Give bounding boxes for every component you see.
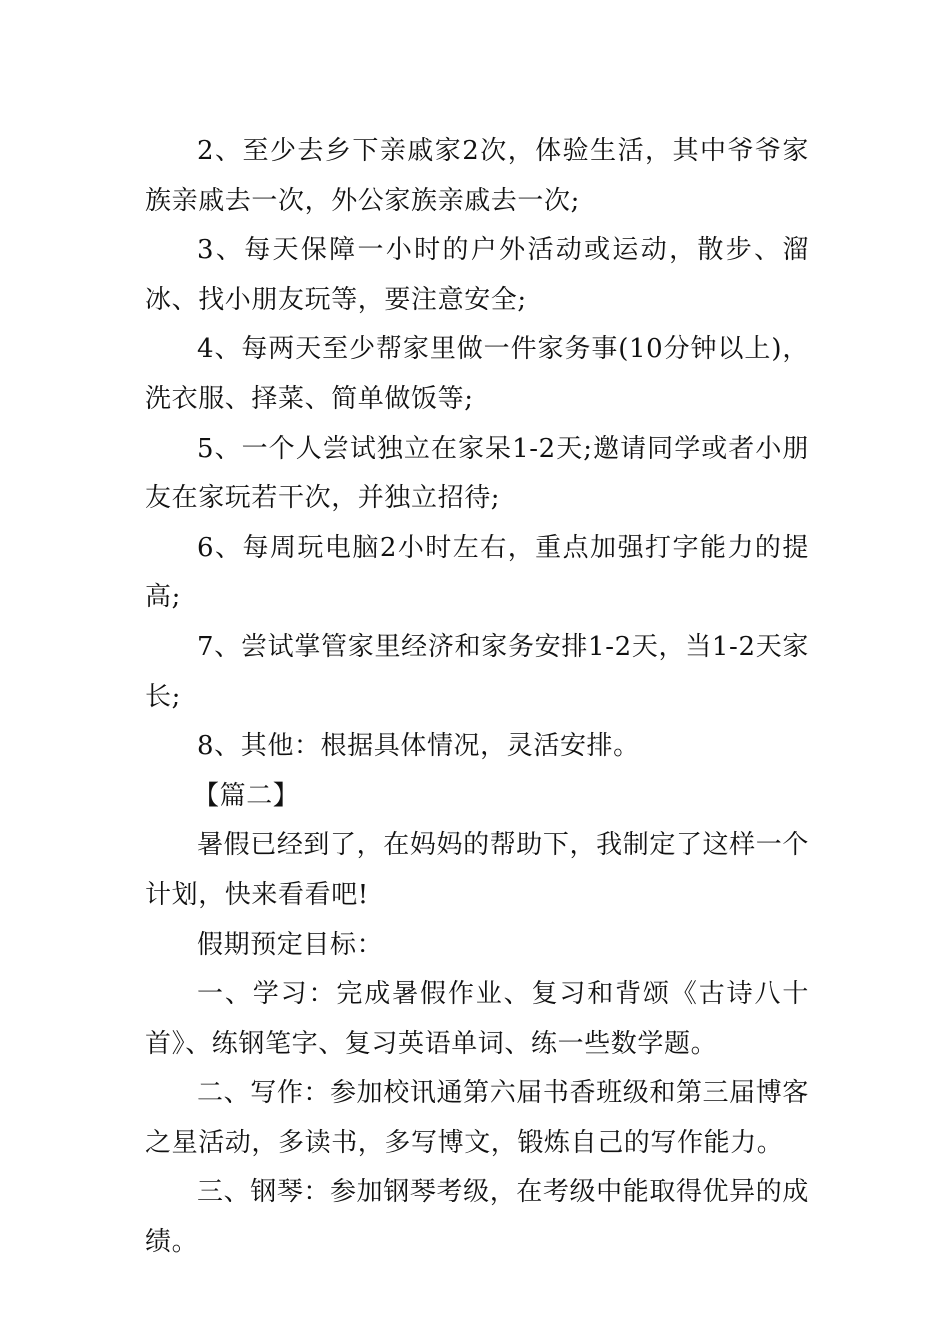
- paragraph-item-3: 3、每天保障一小时的户外活动或运动，散步、溜冰、找小朋友玩等，要注意安全;: [145, 235, 809, 315]
- paragraph-item-4: 4、每两天至少帮家里做一件家务事(10分钟以上)，洗衣服、择菜、简单做饭等;: [145, 334, 809, 414]
- paragraph-item-6: 6、每周玩电脑2小时左右，重点加强打字能力的提高;: [145, 532, 809, 613]
- paragraph-item-2: 2、至少去乡下亲戚家2次，体验生活，其中爷爷家族亲戚去一次，外公家族亲戚去一次;: [145, 136, 809, 216]
- goals-heading: 假期预定目标：: [197, 929, 384, 960]
- goal-piano-paragraph: 三、钢琴：参加钢琴考级，在考级中能取得优异的成绩。: [145, 1177, 809, 1258]
- paragraph-item-7: 7、尝试掌管家里经济和家务安排1-2天，当1-2天家长;: [145, 631, 809, 712]
- goal-study-paragraph: 一、学习：完成暑假作业、复习和背颂《古诗八十首》、练钢笔字、复习英语单词、练一些数学题。: [145, 979, 809, 1059]
- paragraph-item-5: 5、一个人尝试独立在家呆1-2天;邀请同学或者小朋友在家玩若干次，并独立招待;: [145, 433, 809, 514]
- goal-writing-paragraph: 二、写作：参加校讯通第六届书香班级和第三届博客之星活动，多读书，多写博文，锻炼自己的写作能力。: [145, 1078, 809, 1158]
- intro-paragraph: 暑假已经到了，在妈妈的帮助下，我制定了这样一个计划，快来看看吧!: [145, 830, 809, 910]
- section-heading: 【篇二】: [193, 780, 300, 811]
- paragraph-item-8: 8、其他：根据具体情况，灵活安排。: [197, 731, 640, 762]
- document-body: [145, 127, 809, 1268]
